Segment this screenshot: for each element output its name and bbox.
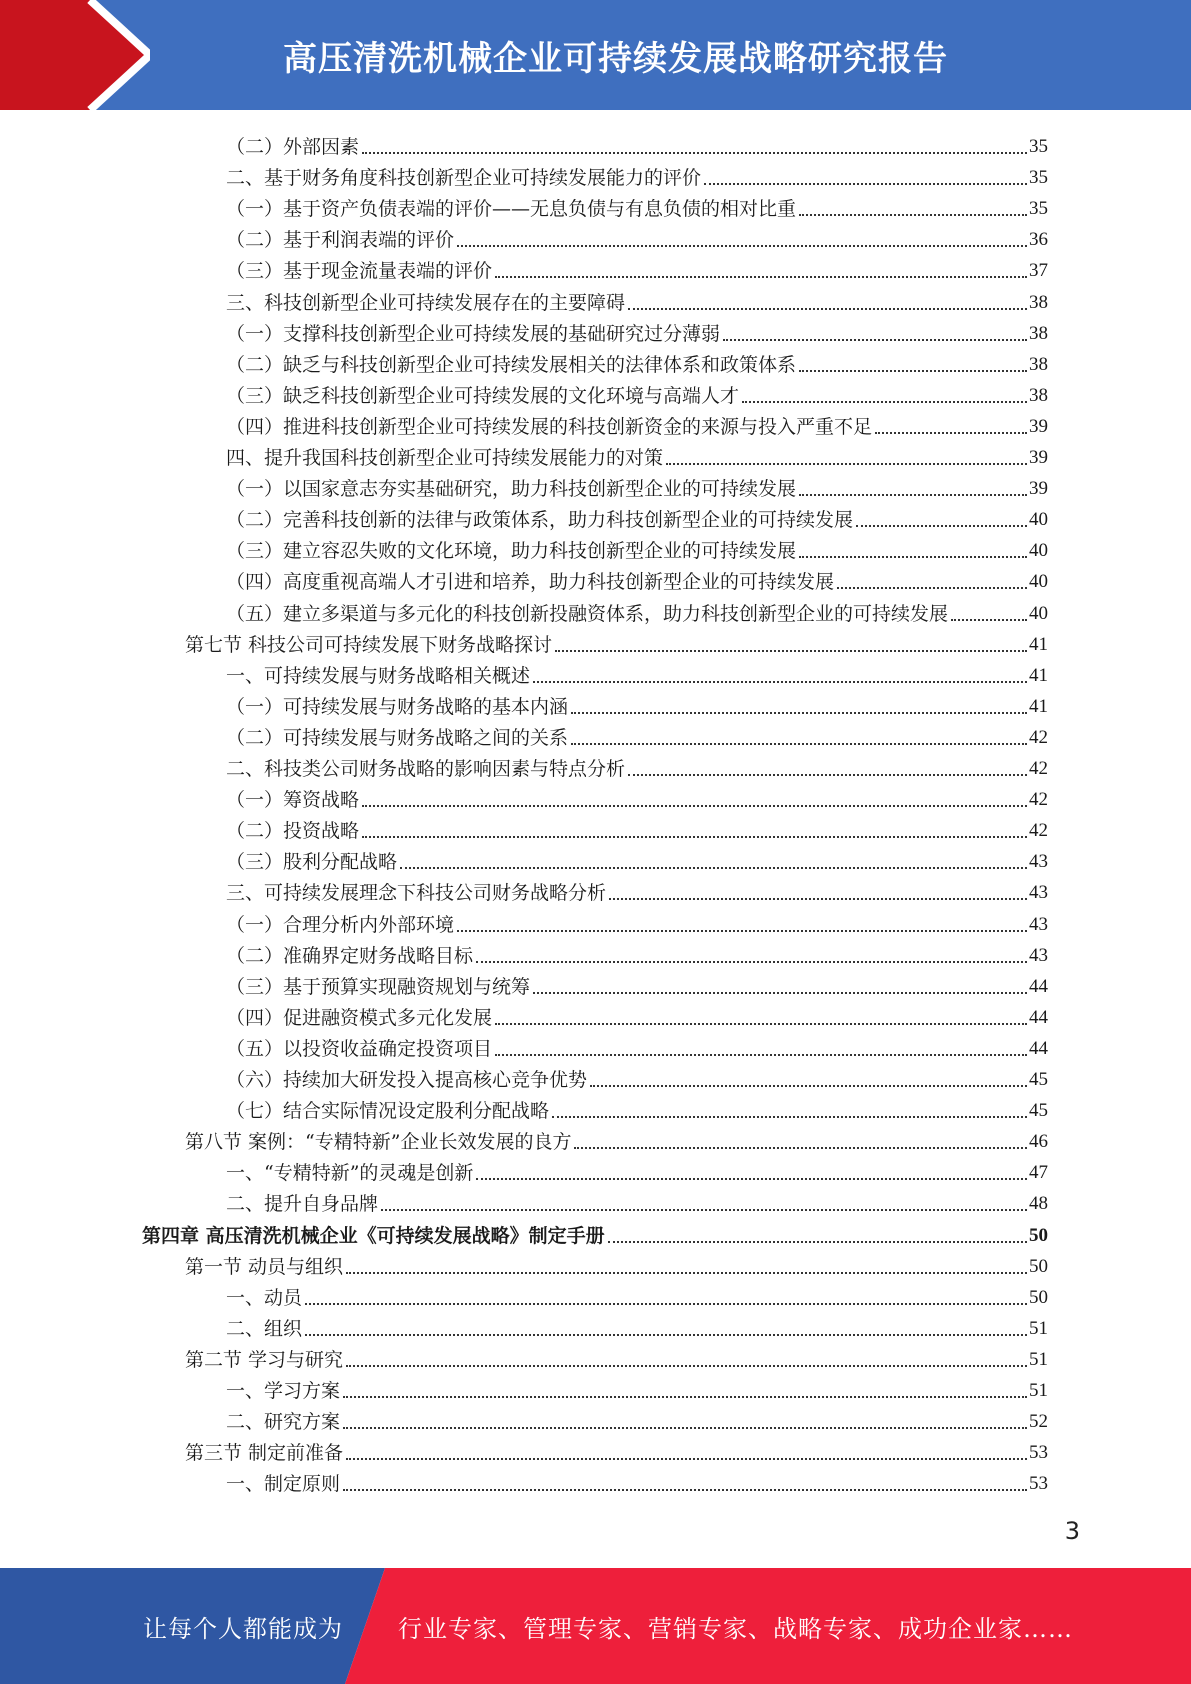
toc-entry-page: 39: [1029, 415, 1048, 437]
toc-dot-leader: [533, 991, 1027, 994]
toc-entry-label: 三、科技创新型企业可持续发展存在的主要障碍: [226, 291, 626, 314]
toc-dot-leader: [533, 680, 1027, 683]
toc-entry-label: 第一节 动员与组织: [185, 1255, 344, 1278]
toc-entry[interactable]: [226, 1309, 1048, 1340]
toc-entry-page: 38: [1029, 384, 1048, 406]
toc-entry-label: 第七节 科技公司可持续发展下财务战略探讨: [185, 633, 553, 656]
toc-entry[interactable]: [226, 967, 1048, 998]
toc-entry[interactable]: [226, 438, 1048, 469]
toc-entry-page: 51: [1029, 1317, 1048, 1339]
toc-entry[interactable]: [226, 189, 1048, 220]
toc-dot-leader: [495, 275, 1027, 278]
toc-entry-label: （三）缺乏科技创新型企业可持续发展的文化环境与高端人才: [226, 384, 740, 407]
page-number: 3: [1064, 1517, 1080, 1545]
toc-entry-page: 43: [1029, 882, 1048, 904]
toc-entry-label: （五）以投资收益确定投资项目: [226, 1037, 493, 1060]
toc-dot-leader: [571, 742, 1027, 745]
toc-dot-leader: [666, 462, 1027, 465]
toc-entry[interactable]: [226, 811, 1048, 842]
toc-entry-page: 50: [1029, 1224, 1048, 1246]
toc-entry-page: 45: [1029, 1100, 1048, 1122]
toc-entry-page: 40: [1029, 540, 1048, 562]
toc-entry-page: 48: [1029, 1193, 1048, 1215]
toc-entry-page: 40: [1029, 509, 1048, 531]
toc-dot-leader: [346, 1457, 1027, 1460]
toc-dot-leader: [609, 897, 1027, 900]
toc-entry-label: （一）以国家意志夯实基础研究，助力科技创新型企业的可持续发展: [226, 478, 797, 501]
toc-entry-label: （二）完善科技创新的法律与政策体系，助力科技创新型企业的可持续发展: [226, 509, 854, 532]
toc-entry[interactable]: [226, 562, 1048, 593]
toc-entry-page: 44: [1029, 975, 1048, 997]
toc-entry-label: （二）可持续发展与财务战略之间的关系: [226, 726, 569, 749]
toc-entry-label: （二）准确界定财务战略目标: [226, 944, 474, 967]
toc-entry-label: （四）推进科技创新型企业可持续发展的科技创新资金的来源与投入严重不足: [226, 415, 873, 438]
toc-entry-label: 第三节 制定前准备: [185, 1442, 344, 1465]
toc-entry-label: 二、研究方案: [226, 1411, 341, 1434]
toc-entry-page: 51: [1029, 1380, 1048, 1401]
toc-dot-leader: [799, 369, 1027, 372]
toc-entry[interactable]: [226, 1060, 1048, 1091]
toc-entry-page: 46: [1029, 1131, 1048, 1153]
toc-entry-label: 一、可持续发展与财务战略相关概述: [226, 664, 531, 687]
toc-dot-leader: [704, 182, 1027, 185]
toc-dot-leader: [343, 1426, 1027, 1429]
toc-dot-leader: [457, 929, 1027, 932]
toc-entry-page: 36: [1029, 229, 1048, 251]
toc-dot-leader: [362, 835, 1027, 838]
toc-dot-leader: [574, 1146, 1027, 1149]
toc-entry-page: 41: [1029, 664, 1048, 686]
toc-entry[interactable]: [185, 625, 1048, 656]
toc-entry-page: 51: [1029, 1348, 1048, 1370]
toc-entry-page: 53: [1029, 1442, 1048, 1464]
toc-entry-label: 二、组织: [226, 1317, 303, 1340]
toc-entry-label: （二）缺乏与科技创新型企业可持续发展相关的法律体系和政策体系: [226, 353, 797, 376]
toc-entry[interactable]: [226, 220, 1048, 251]
toc-entry-label: （二）基于利润表端的评价: [226, 229, 455, 252]
toc-entry[interactable]: [226, 873, 1048, 904]
toc-entry[interactable]: [226, 251, 1048, 282]
toc-entry-page: 42: [1029, 758, 1048, 779]
toc-dot-leader: [362, 804, 1027, 807]
toc-entry-label: 四、提升我国科技创新型企业可持续发展能力的对策: [226, 447, 664, 469]
toc-entry-label: （三）建立容忍失败的文化环境，助力科技创新型企业的可持续发展: [226, 540, 797, 563]
toc-dot-leader: [799, 555, 1027, 558]
toc-entry[interactable]: [226, 656, 1048, 687]
toc-entry[interactable]: [226, 158, 1048, 189]
toc-dot-leader: [343, 1488, 1027, 1491]
toc-entry-label: （二）投资战略: [226, 820, 360, 843]
toc-dot-leader: [495, 1053, 1027, 1056]
toc-entry-label: （一）支撑科技创新型企业可持续发展的基础研究过分薄弱: [226, 322, 721, 345]
toc-dot-leader: [799, 493, 1027, 496]
toc-entry[interactable]: [226, 936, 1048, 967]
toc-entry[interactable]: [185, 1340, 1048, 1371]
toc-entry[interactable]: [226, 1153, 1048, 1184]
toc-entry-label: （三）基于预算实现融资规划与统筹: [226, 975, 531, 998]
page-header: [0, 0, 1191, 110]
toc-entry-page: 44: [1029, 1006, 1048, 1028]
toc-entry-page: 42: [1029, 726, 1048, 748]
toc-entry[interactable]: [226, 998, 1048, 1029]
toc-entry-page: 40: [1029, 602, 1048, 624]
toc-entry-label: 二、提升自身品牌: [226, 1193, 379, 1216]
toc-entry[interactable]: [226, 345, 1048, 376]
toc-entry-label: （二）外部因素: [226, 136, 360, 158]
toc-entry[interactable]: [226, 1184, 1048, 1215]
toc-entry-label: （三）股利分配战略: [226, 851, 398, 874]
toc-dot-leader: [590, 1084, 1027, 1087]
toc-entry-label: （五）建立多渠道与多元化的科技创新投融资体系，助力科技创新型企业的可持续发展: [226, 602, 949, 625]
toc-dot-leader: [555, 649, 1027, 652]
toc-entry-label: 第二节 学习与研究: [185, 1348, 344, 1371]
toc-entry-page: 50: [1029, 1286, 1048, 1308]
toc-dot-leader: [457, 244, 1027, 247]
toc-entry-page: 38: [1029, 322, 1048, 344]
toc-dot-leader: [628, 307, 1027, 310]
toc-dot-leader: [571, 711, 1027, 714]
toc-dot-leader: [742, 400, 1027, 403]
toc-entry-page: 41: [1029, 695, 1048, 717]
toc-entry[interactable]: [226, 594, 1048, 625]
toc-entry-page: 37: [1029, 260, 1048, 282]
toc-entry-page: 35: [1029, 167, 1048, 189]
toc-entry[interactable]: [142, 1216, 1048, 1247]
toc-entry-label: （六）持续加大研发投入提高核心竞争优势: [226, 1069, 588, 1091]
toc-entry[interactable]: [185, 1122, 1048, 1153]
toc-entry-page: 47: [1029, 1162, 1048, 1184]
toc-entry-page: 41: [1029, 633, 1048, 655]
toc-entry[interactable]: [226, 687, 1048, 718]
toc-entry[interactable]: [226, 1278, 1048, 1309]
footer-slogan-right: 行业专家、管理专家、营销专家、战略专家、成功企业家……: [398, 1614, 1073, 1643]
toc-entry-page: 50: [1029, 1255, 1048, 1277]
toc-entry[interactable]: [226, 905, 1048, 936]
toc-entry[interactable]: [226, 842, 1048, 873]
report-title: 高压清洗机械企业可持续发展战略研究报告: [283, 38, 948, 79]
toc-entry-page: 52: [1029, 1411, 1048, 1433]
toc-entry[interactable]: [226, 749, 1048, 780]
footer-slogan-left: 让每个人都能成为: [143, 1614, 343, 1643]
toc-entry[interactable]: [226, 1371, 1048, 1402]
toc-entry-page: 44: [1029, 1037, 1048, 1059]
toc-entry[interactable]: [226, 531, 1048, 562]
toc-dot-leader: [346, 1364, 1027, 1367]
toc-entry-page: 39: [1029, 447, 1048, 468]
toc-entry-page: 39: [1029, 478, 1048, 500]
toc-entry-label: 一、“专精特新”的灵魂是创新: [226, 1162, 474, 1185]
toc-entry-label: （四）促进融资模式多元化发展: [226, 1006, 493, 1029]
toc-entry[interactable]: [226, 1464, 1048, 1495]
toc-entry[interactable]: [226, 127, 1048, 158]
toc-dot-leader: [856, 524, 1027, 527]
toc-entry-label: 二、基于财务角度科技创新型企业可持续发展能力的评价: [226, 167, 702, 190]
toc-entry[interactable]: [226, 407, 1048, 438]
toc-dot-leader: [381, 1208, 1027, 1211]
toc-entry-label: 二、科技类公司财务战略的影响因素与特点分析: [226, 758, 626, 780]
toc-entry-label: 第八节 案例：“专精特新”企业长效发展的良方: [185, 1131, 572, 1154]
toc-entry[interactable]: [226, 283, 1048, 314]
toc-entry-label: （一）可持续发展与财务战略的基本内涵: [226, 695, 569, 718]
toc-entry-page: 43: [1029, 851, 1048, 873]
toc-dot-leader: [608, 1240, 1027, 1243]
toc-dot-leader: [362, 151, 1027, 154]
toc-entry[interactable]: [185, 1247, 1048, 1278]
toc-dot-leader: [476, 1177, 1027, 1180]
toc-dot-leader: [951, 618, 1027, 621]
page-footer: [0, 1568, 1191, 1684]
toc-dot-leader: [628, 773, 1027, 776]
toc-dot-leader: [476, 960, 1027, 963]
toc-dot-leader: [305, 1302, 1027, 1305]
toc-entry[interactable]: [226, 1029, 1048, 1060]
toc-entry-label: （三）基于现金流量表端的评价: [226, 260, 493, 283]
toc-entry-label: 第四章 高压清洗机械企业《可持续发展战略》制定手册: [142, 1224, 605, 1247]
toc-dot-leader: [552, 1115, 1027, 1118]
toc-entry[interactable]: [226, 376, 1048, 407]
toc-entry-label: 一、动员: [226, 1286, 303, 1309]
toc-entry[interactable]: [226, 1402, 1048, 1433]
toc-entry-page: 38: [1029, 291, 1048, 313]
toc-dot-leader: [343, 1395, 1027, 1398]
toc-entry-label: （一）筹资战略: [226, 789, 360, 812]
toc-entry-page: 35: [1029, 198, 1048, 220]
toc-entry-page: 42: [1029, 820, 1048, 842]
toc-dot-leader: [875, 431, 1027, 434]
toc-entry-label: 一、制定原则: [226, 1473, 341, 1496]
toc-entry-label: （一）基于资产负债表端的评价——无息负债与有息负债的相对比重: [226, 198, 797, 221]
toc-entry-page: 43: [1029, 913, 1048, 935]
toc-dot-leader: [837, 586, 1027, 589]
toc-entry-page: 53: [1029, 1473, 1048, 1495]
toc-entry-label: 一、学习方案: [226, 1380, 341, 1402]
toc-entry-page: 40: [1029, 571, 1048, 593]
toc-dot-leader: [346, 1271, 1027, 1274]
toc-entry[interactable]: [226, 469, 1048, 500]
toc-entry-page: 38: [1029, 353, 1048, 375]
toc-dot-leader: [495, 1022, 1027, 1025]
toc-entry-page: 43: [1029, 944, 1048, 966]
toc-entry-label: 三、可持续发展理念下科技公司财务战略分析: [226, 882, 607, 905]
toc-dot-leader: [305, 1333, 1027, 1336]
toc-entry[interactable]: [226, 500, 1048, 531]
toc-entry-page: 45: [1029, 1069, 1048, 1090]
toc-dot-leader: [799, 213, 1027, 216]
header-arrow-decoration: [0, 0, 150, 110]
toc-entry-label: （七）结合实际情况设定股利分配战略: [226, 1100, 550, 1123]
toc-dot-leader: [400, 866, 1027, 869]
toc-entry[interactable]: [226, 780, 1048, 811]
toc-entry-label: （四）高度重视高端人才引进和培养，助力科技创新型企业的可持续发展: [226, 571, 835, 594]
toc-entry[interactable]: [226, 718, 1048, 749]
toc-entry[interactable]: [226, 314, 1048, 345]
toc-entry[interactable]: [226, 1091, 1048, 1122]
toc-dot-leader: [723, 338, 1027, 341]
toc-entry-page: 42: [1029, 789, 1048, 811]
toc-entry[interactable]: [185, 1433, 1048, 1464]
toc-entry-page: 35: [1029, 136, 1048, 157]
toc-entry-label: （一）合理分析内外部环境: [226, 913, 455, 936]
